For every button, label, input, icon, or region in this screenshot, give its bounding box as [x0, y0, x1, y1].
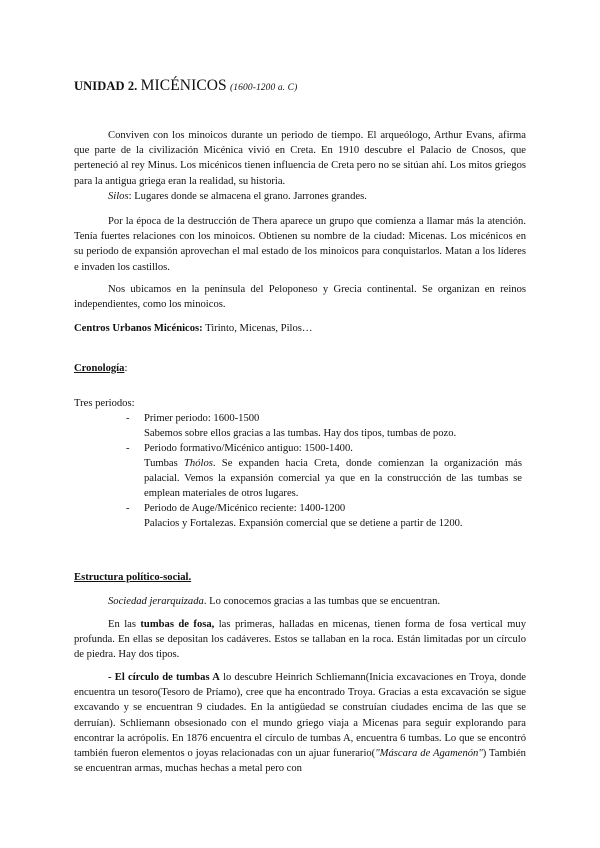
cronologia-heading [74, 361, 526, 376]
thera-paragraph [74, 214, 526, 275]
period-title: Periodo de Auge/Micénico reciente: 1400-1200 [144, 503, 346, 514]
list-item [92, 441, 522, 501]
unit-title-prefix: UNIDAD 2. [74, 79, 141, 93]
unit-title-dates: (1600-1200 a. C) [230, 83, 298, 93]
tholos-term: Thólos [184, 458, 213, 469]
list-dash: - [126, 443, 130, 454]
list-item [92, 501, 522, 531]
cronologia-colon: : [124, 363, 128, 374]
period-description: Palacios y Fortalezas. Expansión comercial que se detiene a partir de 1200. [144, 518, 463, 529]
circulo-term: El círculo de tumbas A [114, 672, 220, 683]
sociedad-text: . Lo conocemos gracias a las tumbas que se encuentran. [203, 596, 441, 607]
circulo-tumbas-paragraph [74, 670, 526, 776]
periods-intro: Tres periodos: [74, 398, 135, 409]
fosa-term: tumbas de fosa, [140, 619, 215, 630]
silos-text: : Lugares donde se almacena el grano. Jarrones grandes. [128, 191, 367, 202]
list-item [92, 411, 522, 441]
unit-title-main: MICÉNICOS [140, 77, 227, 94]
sociedad-term: Sociedad jerarquizada [108, 596, 204, 607]
list-dash: - [126, 413, 130, 424]
period-description: Sabemos sobre ellos gracias a las tumbas. Hay dos tipos, tumbas de pozo. [144, 428, 457, 439]
period-desc-pre: Tumbas [144, 458, 185, 469]
tumbas-fosa-paragraph [74, 617, 526, 663]
period-title: Primer periodo: 1600-1500 [144, 413, 260, 424]
period-desc-post: . Se expanden hacia Creta, donde comienzan la organización más palacial. Vemos la expansión comercial ya que en la construcción de las tumbas se emplean materiales de otros lugares. [144, 458, 523, 499]
period-title: Periodo formativo/Micénico antiguo: 1500-1400. [144, 443, 353, 454]
unit-title [74, 77, 297, 95]
intro-paragraph-1 [74, 128, 526, 189]
peloponeso-paragraph [74, 282, 526, 312]
estructura-heading [74, 570, 526, 585]
periods-list [74, 396, 523, 531]
sociedad-paragraph [74, 594, 526, 609]
period-description [144, 456, 522, 501]
circulo-text-2: ) También se encuentran armas, muchas hechas a metal pero con [74, 748, 526, 775]
thera-text: Por la época de la destrucción de Thera aparece un grupo que comienza a llamar más la atención. Tenía fuertes relaciones con los minoicos. Obtienen su nombre de la ciudad: Micenas. Los micénicos en su periodo de expansión aprovechan el mal estado de los minoicos para conquistarlos. Matan a los líderes e invaden los castillos. [74, 216, 526, 273]
centros-text: Tirinto, Micenas, Pilos… [202, 323, 313, 334]
fosa-pre: En las [108, 619, 141, 630]
silos-term: Silos [108, 191, 129, 202]
circulo-dash: - [108, 672, 115, 683]
fosa-text: las primeras, halladas en micenas, tienen forma de fosa vertical muy profunda. En ellas se depositan los cadáveres. Estos se tallaban en la roca. Están limitadas por un círculo de piedra. Hay dos tipos. [74, 619, 526, 661]
cronologia-heading-text: Cronología [74, 363, 125, 374]
silos-paragraph [74, 189, 526, 204]
list-dash: - [126, 503, 130, 514]
centros-label: Centros Urbanos Micénicos: [74, 323, 203, 334]
estructura-heading-text: Estructura político-social. [74, 572, 192, 583]
intro-text: Conviven con los minoicos durante un periodo de tiempo. El arqueólogo, Arthur Evans, afirma que parte de la civilización Micénica vivió en Creta. En 1910 descubre el Palacio de Cnosos, que perteneció al rey Minus. Los micénicos tienen influencia de Creta pero no se sitúan ahí. Los mitos griegos para la antigua griega eran la realidad, su historia. [74, 130, 526, 187]
mascara-term: "Máscara de Agamenón" [375, 748, 483, 760]
circulo-text-1: lo descubre Heinrich Schliemann(Inicia excavaciones en Troya, donde encuentra un tesoro(Tesoro de Príamo), cree que ha encontrado Troya. Gracias a esta excavación se sigue excavando y se encuentran 9 ciudades. En la antigüedad se construían ciudades encima de las que se derruían). Schliemann obsesionado con el mundo griego viaja a Micenas para seguir explorando para encontrar la acrópolis. En 1876 encuentra el círculo de tumbas A, encuentra 6 tumbas. Lo que se encontró también fueron elementos o joyas relacionadas con un ajuar funerario( [74, 672, 526, 760]
peloponeso-text: Nos ubicamos en la península del Peloponeso y Grecia continental. Se organizan en reinos independientes, como los minoicos. [74, 284, 526, 311]
centros-urbanos [74, 321, 526, 336]
